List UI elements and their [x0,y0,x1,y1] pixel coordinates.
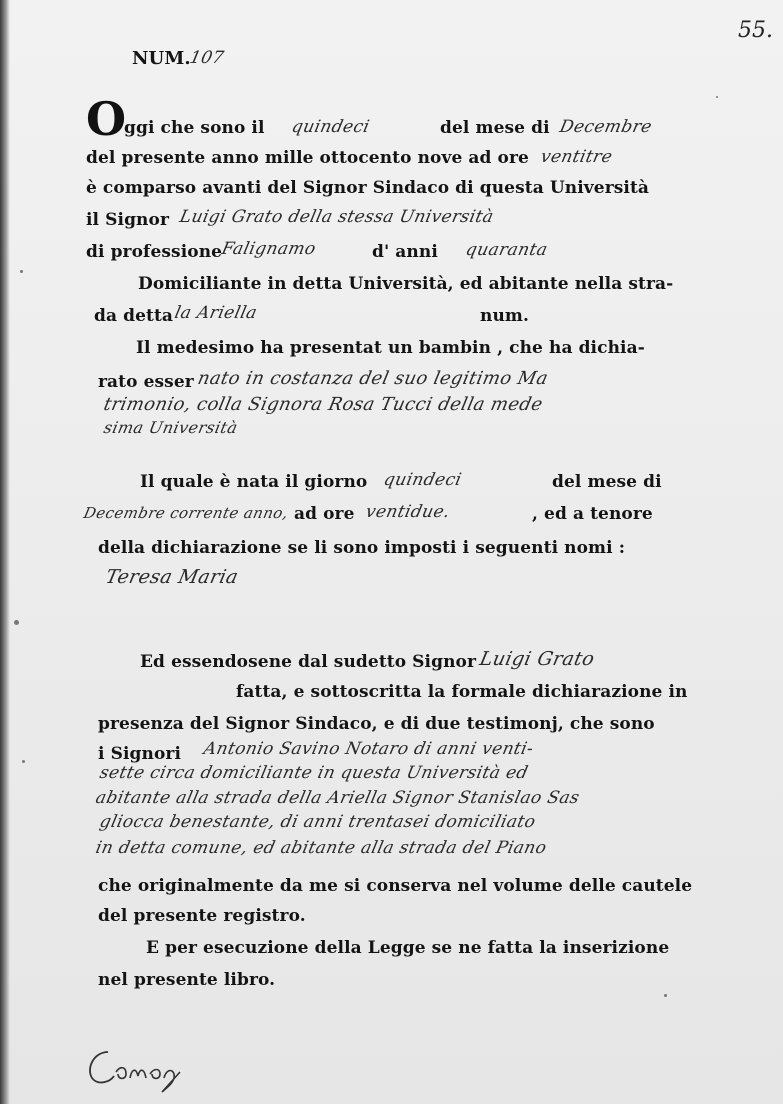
record-number-value: 107 [187,48,226,68]
birth-day-handwritten: quindeci [381,470,464,490]
witnesses-line-3: presenza del Signor Sindaco, e di due testimonj, che sono [98,714,655,734]
intro-line-3: è comparso avanti del Signor Sindaco di questa Università [86,178,650,198]
mayor-signature [80,1038,200,1098]
age-handwritten: quaranta [463,240,550,260]
birth-line-1a: Il quale è nata il giorno [140,472,368,492]
presentation-line-1: Il medesimo ha presentat un bambin , che ha dichia- [136,338,645,358]
birth-line-2b: , ed a tenore [532,504,653,524]
closing-line-4: nel presente libro. [98,970,276,990]
witnesses-line-2: fatta, e sottoscritta la formale dichiarazione in [236,682,688,702]
drop-cap: O [86,92,127,146]
birth-line-3: della dichiarazione se li sono imposti i seguenti nomi : [98,538,626,558]
witness-2-occupation-handwritten: gliocca benestante, di anni trentasei domiciliato [97,812,538,832]
residence-line-2a: da detta [94,306,174,326]
intro-day-handwritten: quindeci [289,117,372,137]
record-number-label: NUM. [132,48,191,69]
signature-scrawl-icon [80,1038,200,1094]
birth-line-1b: del mese di [552,472,662,492]
presentation-handwritten-2: trimonio, colla Signora Rosa Tucci della mede [101,394,545,415]
intro-line-4: il Signor [86,210,170,230]
intro-line-2: del presente anno mille ottocento nove ad ore [86,148,529,168]
witness-1-handwritten: Antonio Savino Notaro di anni venti- [201,739,536,759]
declarant-name-handwritten: Luigi Grato della stessa Università [177,207,496,227]
witness-2-residence-handwritten: in detta comune, ed abitante alla strada del Piano [93,838,549,858]
closing-line-1: che originalmente da me si conserva nel volume delle cautele [98,876,693,896]
presentation-handwritten-3: sima Università [101,418,240,437]
presentation-line-2a: rato esser [98,372,194,392]
witnesses-line-4a: i Signori [98,744,182,764]
witness-2-handwritten: abitante alla strada della Ariella Signor Stanislao Sas [93,788,582,808]
intro-line-5b: d' anni [372,242,438,262]
intro-line-1b: del mese di [440,118,550,138]
residence-line-1: Domiciliante in detta Università, ed abitante nella stra- [138,274,674,294]
witnesses-declarant-handwritten: Luigi Grato [477,648,597,670]
page-number: 55. [738,18,773,43]
intro-line-1a: ggi che sono il [124,118,265,138]
closing-line-3: E per esecuzione della Legge se ne fatta la inserizione [146,938,670,958]
birth-month-handwritten: Decembre corrente anno, [82,504,290,522]
intro-line-5a: di professione [86,242,223,262]
intro-month-handwritten: Decembre [557,117,654,137]
birth-hour-handwritten: ventidue. [363,502,452,522]
page-binding-edge [0,0,10,1104]
closing-line-2: del presente registro. [98,906,306,926]
presentation-handwritten-1: nato in costanza del suo legitimo Ma [195,368,550,389]
birth-line-2a: ad ore [294,504,355,524]
witness-1-residence-handwritten: sette circa domiciliante in questa Università ed [97,763,531,783]
residence-line-2b: num. [480,306,530,326]
street-handwritten: la Ariella [172,303,260,323]
child-names-handwritten: Teresa Maria [103,566,241,588]
intro-hour-handwritten: ventitre [538,147,615,167]
profession-handwritten: Falignamo [219,239,318,259]
witnesses-line-1a: Ed essendosene dal sudetto Signor [140,652,477,672]
